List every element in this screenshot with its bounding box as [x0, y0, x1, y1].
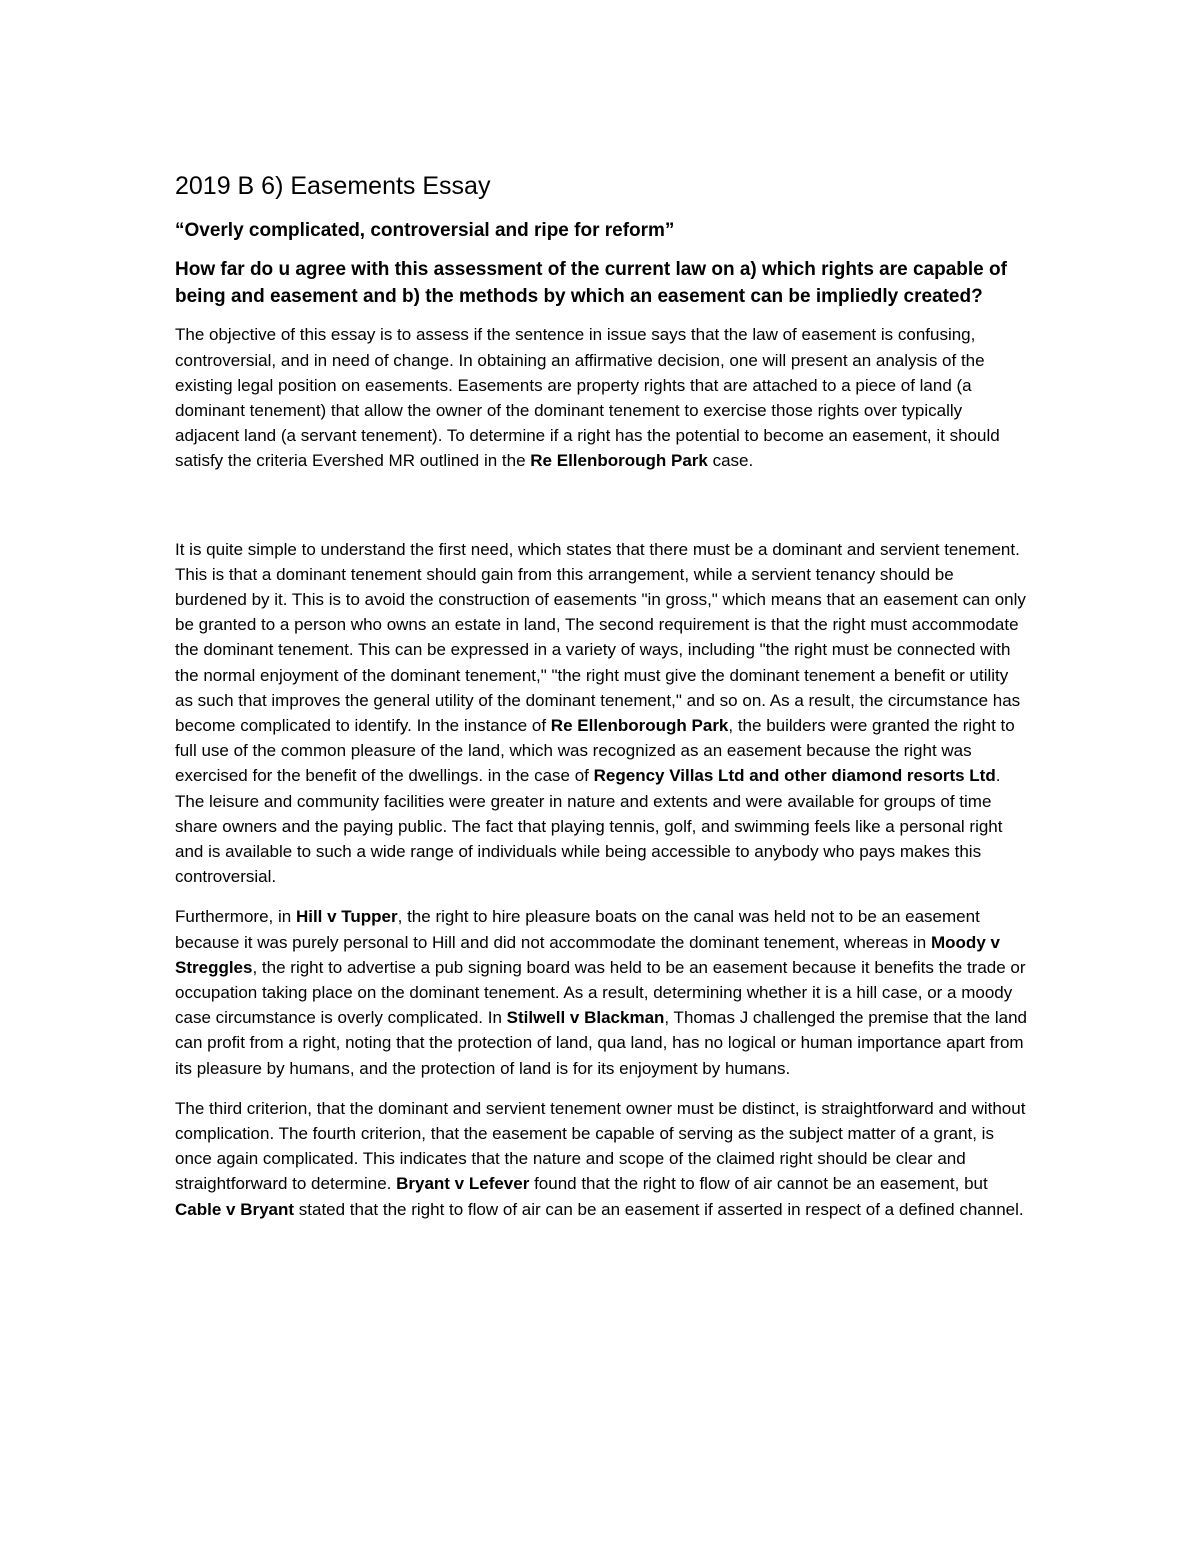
paragraph-text: , Thomas J challenged the premise that the land can profit from a right, noting that the protection of land, qua land, has no logical or human importance apart from its pleasure by humans, and the protection of land is for its enjoyment by humans.	[175, 1008, 1027, 1078]
case-name: Re Ellenborough Park	[550, 716, 729, 736]
essay-question: How far do u agree with this assessment of the current law on a) which rights are capable of being and easement and b) the methods by which an easement can be impliedly created?	[175, 259, 1007, 307]
essay-quote: “Overly complicated, controversial and ripe for reform”	[175, 219, 675, 241]
paragraph-text: stated that the right to flow of air can be an easement if asserted in respect of a defined channel.	[294, 1199, 1024, 1219]
body-paragraph	[175, 1096, 1030, 1222]
document-page	[175, 170, 1030, 1237]
case-name: Re Ellenborough Park	[530, 451, 708, 471]
paragraph-text: . The leisure and community facilities were greater in nature and extents and were available for groups of time share owners and the paying public. The fact that playing tennis, golf, and swimming feels like a personal right and is available to such a wide range of individuals while being accessible to anybody who pays makes this controversial.	[175, 766, 1003, 887]
case-name: Cable v Bryant	[175, 1199, 295, 1219]
paragraph-text: , the right to hire pleasure boats on the canal was held not to be an easement because it was purely personal to Hill and did not accommodate the dominant tenement, whereas in	[175, 907, 980, 952]
paragraph-text: case.	[707, 451, 754, 471]
paragraph-text: , the right to advertise a pub signing board was held to be an easement because it benefits the trade or occupation taking place on the dominant tenement. As a result, determining whether it is a hill case, or a moody case circumstance is overly complicated. In	[175, 957, 1026, 1028]
essay-body	[175, 322, 1030, 1222]
paragraph-text: found that the right to flow of air cannot be an easement, but	[529, 1174, 988, 1194]
paragraph-text: The objective of this essay is to assess if the sentence in issue says that the law of easement is confusing, controversial, and in need of change. In obtaining an affirmative decision, one will present an analysis of the existing legal position on easements. Easements are property rights that are attached to a piece of land (a dominant tenement) that allow the owner of the dominant tenement to exercise those rights over typically adjacent land (a servant tenement). To determine if a right has the potential to become an easement, it should satisfy the criteria Evershed MR outlined in the	[175, 325, 1000, 471]
body-paragraph	[175, 904, 1030, 1080]
case-name: Regency Villas Ltd and other diamond resorts Ltd	[593, 766, 996, 786]
body-paragraph	[175, 322, 1030, 473]
body-paragraph	[175, 537, 1030, 890]
case-name: Moody v Streggles	[175, 932, 1000, 977]
case-name: Hill v Tupper	[295, 907, 398, 927]
paragraph-text: , the builders were granted the right to full use of the common pleasure of the land, which was recognized as an easement because the right was exercised for the benefit of the dwellings. in the case of	[175, 716, 1015, 786]
paragraph-text: It is quite simple to understand the first need, which states that there must be a dominant and servient tenement. This is that a dominant tenement should gain from this arrangement, while a servient tenancy should be burdened by it. This is to avoid the construction of easements "in gross," which means that an easement can only be granted to a person who owns an estate in land, The second requirement is that the right must accommodate the dominant tenement. This can be expressed in a variety of ways, including "the right must be connected with the normal enjoyment of the dominant tenement," "the right must give the dominant tenement a benefit or utility as such that improves the general utility of the dominant tenement," and so on. As a result, the circumstance has become complicated to identify. In the instance of	[175, 539, 1026, 736]
paragraph-text: The third criterion, that the dominant and servient tenement owner must be distinct, is straightforward and without complication. The fourth criterion, that the easement be capable of serving as the subject matter of a grant, is once again complicated. This indicates that the nature and scope of the claimed right should be clear and straightforward to determine.	[175, 1098, 1026, 1194]
essay-title: 2019 B 6) Easements Essay	[175, 172, 491, 200]
case-name: Bryant v Lefever	[396, 1174, 530, 1194]
paragraph-text: Furthermore, in	[175, 907, 296, 927]
case-name: Stilwell v Blackman	[506, 1008, 665, 1028]
